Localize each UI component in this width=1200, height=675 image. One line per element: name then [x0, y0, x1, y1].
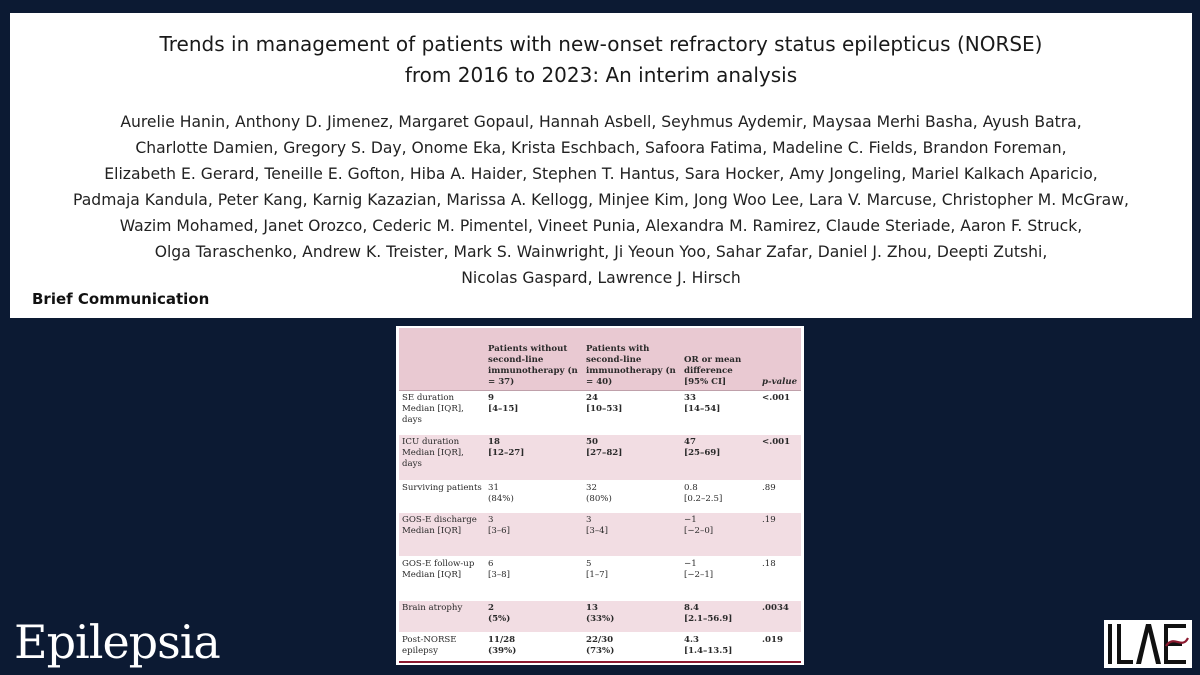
- cell-difference: 8.4 [2.1–56.9]: [681, 601, 759, 633]
- cell-without: 31 (84%): [485, 481, 583, 513]
- cell-without: 3 [3–6]: [485, 513, 583, 557]
- table-bottom-rule: [399, 661, 801, 663]
- cell-pvalue: .019: [759, 633, 801, 665]
- header-cell-label: [399, 328, 485, 391]
- cell-difference: −1 [−2–0]: [681, 513, 759, 557]
- row-label: SE duration Median [IQR], days: [399, 391, 485, 435]
- cell-without: 18 [12–27]: [485, 435, 583, 481]
- cell-without: 9 [4–15]: [485, 391, 583, 435]
- cell-with: 5 [1–7]: [583, 557, 681, 601]
- title-line-2: from 2016 to 2023: An interim analysis: [404, 63, 798, 87]
- row-label: Surviving patients: [399, 481, 485, 513]
- cell-with: 3 [3–4]: [583, 513, 681, 557]
- cell-with: 24 [10–53]: [583, 391, 681, 435]
- cell-pvalue: .18: [759, 557, 801, 601]
- header-cell-pvalue: p-value: [759, 328, 801, 391]
- cell-without: 11/28 (39%): [485, 633, 583, 665]
- cell-with: 22/30 (73%): [583, 633, 681, 665]
- cell-difference: 33 [14–54]: [681, 391, 759, 435]
- table-row: [399, 601, 801, 633]
- table-row: [399, 513, 801, 557]
- cell-pvalue: .0034: [759, 601, 801, 633]
- journal-logo: Epilepsia: [14, 615, 220, 669]
- header-cell-difference: OR or mean difference [95% CI]: [681, 328, 759, 391]
- author-line: Olga Taraschenko, Andrew K. Treister, Mark S. Wainwright, Ji Yeoun Yoo, Sahar Zafar, Daniel J. Zhou, Deepti Zutshi,: [154, 243, 1048, 261]
- cell-without: 6 [3–8]: [485, 557, 583, 601]
- cell-pvalue: .19: [759, 513, 801, 557]
- table-row: [399, 435, 801, 481]
- article-type-label: Brief Communication: [32, 290, 210, 308]
- cell-pvalue: <.001: [759, 391, 801, 435]
- header-cell-with: Patients with second-line immunotherapy (n = 40): [583, 328, 681, 391]
- cell-difference: 4.3 [1.4–13.5]: [681, 633, 759, 665]
- header-cell-without: Patients without second-line immunotherapy (n = 37): [485, 328, 583, 391]
- cell-difference: 47 [25–69]: [681, 435, 759, 481]
- author-line: Charlotte Damien, Gregory S. Day, Onome Eka, Krista Eschbach, Safoora Fatima, Madeline C. Fields, Brandon Foreman,: [135, 139, 1067, 157]
- author-line: Padmaja Kandula, Peter Kang, Karnig Kazazian, Marissa A. Kellogg, Minjee Kim, Jong Woo Lee, Lara V. Marcuse, Christopher M. McGraw,: [73, 191, 1129, 209]
- header-card: [10, 13, 1192, 318]
- results-table-panel: [396, 326, 804, 665]
- ilae-logo: [1104, 620, 1192, 668]
- row-label: Brain atrophy: [399, 601, 485, 633]
- article-title: [10, 29, 1192, 91]
- cell-with: 13 (33%): [583, 601, 681, 633]
- cell-with: 50 [27–82]: [583, 435, 681, 481]
- row-label: Post-NORSE epilepsy: [399, 633, 485, 665]
- cell-pvalue: <.001: [759, 435, 801, 481]
- title-line-1: Trends in management of patients with new-onset refractory status epilepticus (NORSE): [159, 32, 1043, 56]
- table-row: [399, 633, 801, 665]
- row-label: GOS-E follow-up Median [IQR]: [399, 557, 485, 601]
- table-row: [399, 391, 801, 435]
- row-label: ICU duration Median [IQR], days: [399, 435, 485, 481]
- table-header-row: [399, 328, 801, 391]
- results-table: [399, 328, 801, 665]
- author-line: Wazim Mohamed, Janet Orozco, Cederic M. Pimentel, Vineet Punia, Alexandra M. Ramirez, Claude Steriade, Aaron F. Struck,: [119, 217, 1083, 235]
- cell-pvalue: .89: [759, 481, 801, 513]
- cell-difference: 0.8 [0.2–2.5]: [681, 481, 759, 513]
- ilae-logo-mark: [1104, 620, 1192, 668]
- author-line: Aurelie Hanin, Anthony D. Jimenez, Margaret Gopaul, Hannah Asbell, Seyhmus Aydemir, Maysaa Merhi Basha, Ayush Batra,: [120, 113, 1082, 131]
- cell-difference: −1 [−2–1]: [681, 557, 759, 601]
- cell-with: 32 (80%): [583, 481, 681, 513]
- cell-without: 2 (5%): [485, 601, 583, 633]
- author-list: [18, 109, 1184, 291]
- author-line: Nicolas Gaspard, Lawrence J. Hirsch: [461, 269, 741, 287]
- author-line: Elizabeth E. Gerard, Teneille E. Gofton, Hiba A. Haider, Stephen T. Hantus, Sara Hocker, Amy Jongeling, Mariel Kalkach Aparicio,: [104, 165, 1098, 183]
- row-label: GOS-E discharge Median [IQR]: [399, 513, 485, 557]
- table-row: [399, 481, 801, 513]
- table-row: [399, 557, 801, 601]
